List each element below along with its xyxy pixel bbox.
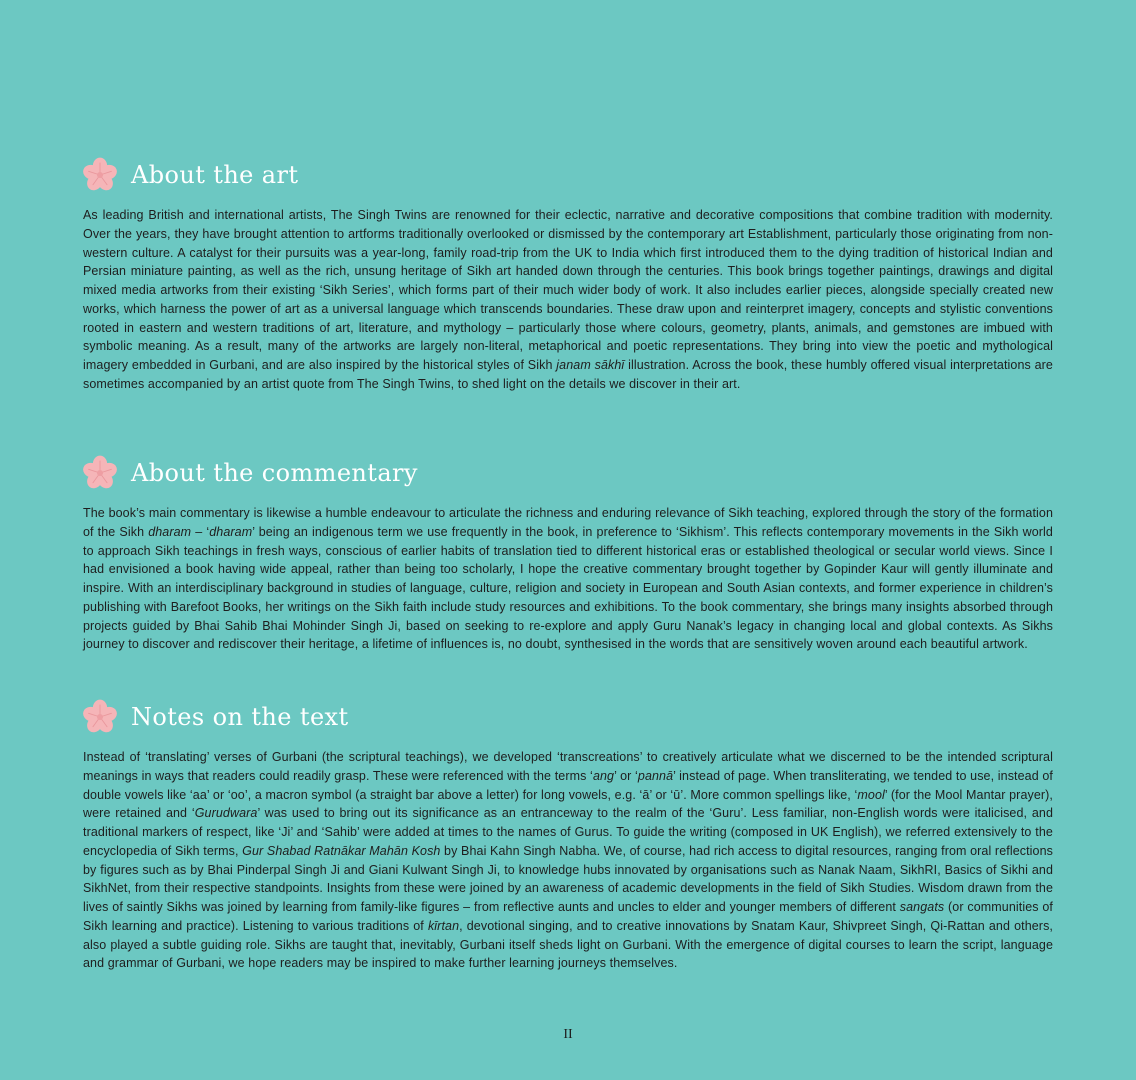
section-heading xyxy=(82,454,1053,492)
italic-term: dharam xyxy=(148,524,192,539)
italic-term: sangats xyxy=(899,900,945,914)
italic-term: Gurudwara xyxy=(194,806,258,821)
page-number: II xyxy=(563,1027,573,1042)
text-run: (or communities of Sikh learning and practice). Listening to various traditions of xyxy=(83,900,1054,933)
italic-term: mool xyxy=(857,787,885,802)
section-body xyxy=(83,206,1053,394)
text-run: ’ or ‘ xyxy=(614,768,638,783)
italic-term: ang xyxy=(592,768,615,783)
text-run: The book’s main commentary is likewise a humble endeavour to articulate the richness and enduring relevance of Sikh teaching, explored through the story of the formation of the Sikh xyxy=(83,506,1053,539)
text-run: , devotional singing, and to creative innovations by Snatam Kaur, Shivpreet Singh, Qi-Rattan and others, also played a subtle guiding role. Sikhs are taught that, inevitably, Gurbani itself sheds light on Gurbani. With the emergence of digital courses to learn the script, language and grammar of Gurbani, we hope readers may be inspired to make further learning journeys themselves. xyxy=(83,918,1053,971)
flower-icon xyxy=(82,699,118,735)
section-about-the-commentary xyxy=(82,454,1053,654)
section-notes-on-the-text xyxy=(82,698,1053,973)
text-run: As leading British and international artists, The Singh Twins are renowned for their eclectic, narrative and decorative compositions that combine tradition with modernity. Over the years, they have brought attention to artforms traditionally overlooked or dismissed by the contemporary art Establishment, particularly those originating from non-western culture. A catalyst for their pursuits was a year-long, family road-trip from the UK to India which first introduced them to the dying tradition of historical Indian and Persian miniature painting, as well as the rich, unsung heritage of Sikh art handed down through the centuries. This book brings together paintings, drawings and digital mixed media artworks from their existing ‘Sikh Series’, which forms part of their much wider body of work. It also includes earlier pieces, alongside specially created new works, which harness the power of art as a universal language which transcends boundaries. These draw upon and reinterpret imagery, concepts and stylistic conventions rooted in eastern and western traditions of art, literature, and mythology – particularly those where colours, geometry, plants, animals, and gemstones are imbued with symbolic meaning. As a result, many of the artworks are largely non-literal, metaphorical and poetic representations. They bring into view the poetic and mythological imagery embedded in Gurbani, and are also inspired by the historical styles of Sikh xyxy=(83,208,1053,372)
section-about-the-art xyxy=(82,156,1053,394)
text-run: Instead of ‘translating’ verses of Gurbani (the scriptural teachings), we developed ‘transcreations’ to creatively articulate what we discerned to be the intended scriptural meanings in ways that readers could readily grasp. These were referenced with the terms ‘ xyxy=(83,750,1053,783)
section-title: Notes on the text xyxy=(131,703,349,731)
section-title: About the art xyxy=(131,161,299,189)
text-run: by Bhai Kahn Singh Nabha. We, of course, had rich access to digital resources, ranging from oral reflections by figures such as by Bhai Pinderpal Singh Ji and Giani Kulwant Singh Ji, to knowledge hubs innovated by organisations such as Nanak Naam, SikhRI, Basics of Sikhi and SikhNet, from their respective standpoints. Insights from these were joined by an awareness of academic developments in the field of Sikh Studies. Wisdom drawn from the lives of saintly Sikhs was joined by learning from family-like figures – from reflective aunts and uncles to elder and younger members of different xyxy=(83,843,1054,914)
section-body xyxy=(83,504,1053,654)
section-heading xyxy=(82,156,1053,194)
text-run: illustration. Across the book, these humbly offered visual interpretations are sometimes accompanied by an artist quote from The Singh Twins, to shed light on the details we discover in their art. xyxy=(83,358,1053,391)
section-title: About the commentary xyxy=(131,459,418,487)
section-heading xyxy=(82,698,1053,736)
text-run: ’ being an indigenous term we use frequently in the book, in preference to ‘Sikhism’. This reflects contemporary movements in the Sikh world to approach Sikh teachings in fresh ways, conscious of earlier habits of translation tied to different historical eras or established theological or secular world views. Since I had envisioned a book having wide appeal, rather than being too scholarly, I hope the creative commentary brought together by Gopinder Kaur will gently illuminate and inspire. With an interdisciplinary background in studies of language, culture, religion and society in European and South Asian contexts, and former experience in children’s publishing with Barefoot Books, her writings on the Sikh faith include study resources and exhibitions. To the book commentary, she brings many insights absorbed through projects guided by Bhai Sahib Bhai Mohinder Singh Ji, based on seeking to re-explore and apply Guru Nanak’s legacy in changing local and global contexts. As Sikhs journey to discover and rediscover their heritage, a lifetime of influences is, no doubt, synthesised in the words that are sensitively woven around each beautiful artwork. xyxy=(83,524,1053,652)
italic-term: Gur Shabad Ratnākar Mahān Kosh xyxy=(242,843,441,858)
text-run: – ‘ xyxy=(191,524,210,539)
italic-term: kīrtan xyxy=(427,918,460,933)
italic-term: pannā xyxy=(637,768,674,783)
flower-icon xyxy=(82,455,118,491)
flower-icon xyxy=(82,157,118,193)
section-body xyxy=(83,748,1053,973)
text-run: ’ was used to bring out its significance as an entranceway to the realm of the ‘Guru’. Less familiar, non-English words were italicised, and traditional markers of respect, like ‘Ji’ and ‘Sahib’ were added at times to the names of Gurus. To guide the writing (composed in UK English), we referred extensively to the encyclopedia of Sikh terms, xyxy=(83,806,1054,858)
text-run: ’ (for the Mool Mantar prayer), were retained and ‘ xyxy=(83,787,1054,821)
italic-term: dharam xyxy=(209,524,253,539)
italic-term: janam sākhī xyxy=(556,358,625,372)
text-run: ’ instead of page. When transliterating, we tended to use, instead of double vowels like ‘aa’ or ‘oo’, a macron symbol (a straight bar above a letter) for long vowels, e.g. ‘ā’ or ‘ū’. More common spellings like, ‘ xyxy=(83,768,1053,802)
